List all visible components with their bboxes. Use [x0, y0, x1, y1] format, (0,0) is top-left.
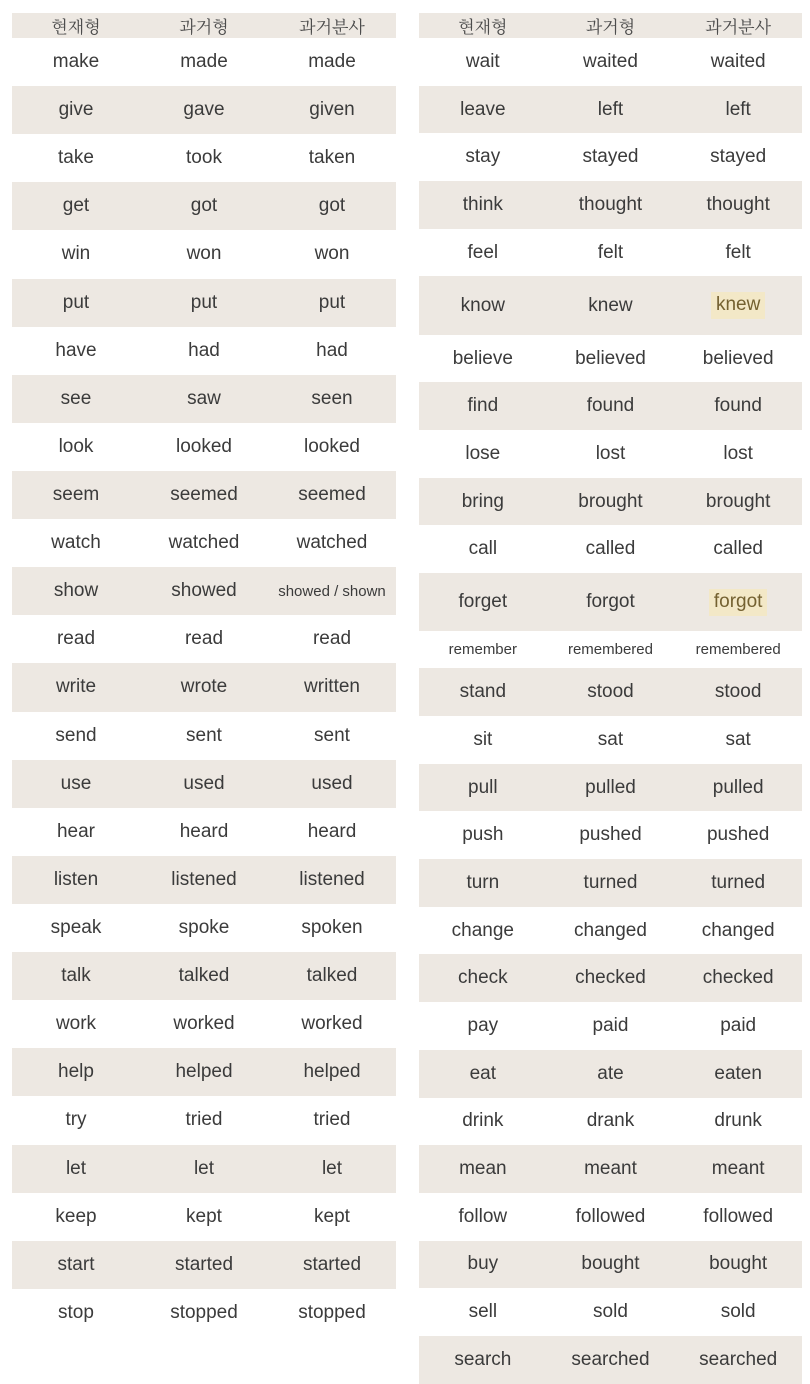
table-row — [419, 335, 802, 383]
verb-cell: left — [674, 86, 802, 134]
verb-cell: changed — [574, 919, 647, 941]
verb-cell: helped — [140, 1048, 268, 1096]
verb-cell: spoken — [301, 917, 363, 939]
table-body — [12, 38, 396, 1337]
verb-cell: showed / shown — [268, 567, 396, 615]
verb-cell: forget — [419, 573, 547, 631]
header-row — [12, 13, 396, 38]
verb-cell: ate — [547, 1050, 675, 1098]
verb-cell: have — [55, 339, 97, 361]
verb-cell: remembered — [567, 641, 653, 659]
table-row — [12, 519, 396, 567]
table-row — [419, 38, 802, 86]
verb-cell — [674, 573, 802, 631]
verb-cell: call — [468, 538, 498, 560]
table-row — [419, 382, 802, 430]
verb-cell: checked — [547, 954, 675, 1002]
verb-cell: let — [140, 1145, 268, 1193]
table-row — [12, 230, 396, 278]
table-row — [419, 133, 802, 181]
verb-cell: worked — [173, 1013, 235, 1035]
header-row — [419, 13, 802, 38]
verb-cell: written — [268, 663, 396, 711]
verb-cell: kept — [186, 1205, 222, 1227]
verb-cell: used — [140, 760, 268, 808]
verb-cell: try — [65, 1109, 87, 1131]
table-row — [12, 86, 396, 134]
verb-cell: stopped — [170, 1301, 238, 1323]
table-row — [12, 1145, 396, 1193]
verb-cell: pay — [467, 1014, 499, 1036]
verb-cell: wrote — [140, 663, 268, 711]
table-row — [12, 375, 396, 423]
table-row — [419, 764, 802, 812]
verb-cell: used — [268, 760, 396, 808]
verb-cell: put — [140, 279, 268, 327]
verb-cell: won — [186, 243, 222, 265]
verb-cell: heard — [307, 820, 357, 842]
table-row — [12, 1241, 396, 1289]
verb-cell: checked — [674, 954, 802, 1002]
column-header: 과거분사 — [268, 13, 396, 38]
table-row — [12, 567, 396, 615]
table-row — [12, 712, 396, 760]
verb-cell: worked — [301, 1013, 363, 1035]
verb-cell: changed — [701, 919, 775, 941]
verb-cell: meant — [674, 1145, 802, 1193]
verb-cell: hear — [56, 820, 96, 842]
verb-cell: see — [12, 375, 140, 423]
verb-cell: got — [268, 182, 396, 230]
verb-cell: talked — [140, 952, 268, 1000]
verb-cell: read — [312, 628, 352, 650]
table-header — [12, 13, 396, 38]
verb-cell: felt — [725, 241, 751, 263]
verb-cell: started — [268, 1241, 396, 1289]
verb-cell: given — [268, 86, 396, 134]
verb-cell: searched — [674, 1336, 802, 1384]
verb-cell: give — [12, 86, 140, 134]
verb-cell: called — [713, 538, 763, 560]
table-row — [12, 327, 396, 375]
table-row — [12, 471, 396, 519]
verb-cell: remembered — [695, 641, 781, 659]
verb-cell: remember — [448, 641, 517, 659]
table-row — [419, 811, 802, 859]
verb-cell: leave — [419, 86, 547, 134]
table-row — [419, 1098, 802, 1146]
table-row — [419, 859, 802, 907]
table-row — [12, 760, 396, 808]
table-row — [419, 478, 802, 526]
verb-cell: showed — [140, 567, 268, 615]
verb-cell: made — [180, 51, 228, 73]
verb-cell: thought — [674, 181, 802, 229]
table-row — [419, 668, 802, 716]
verb-cell: watched — [168, 532, 240, 554]
verb-cell: look — [58, 435, 94, 457]
table-row — [419, 181, 802, 229]
verb-cell: lose — [465, 442, 501, 464]
verb-cell: looked — [176, 435, 232, 457]
verb-cell: sold — [593, 1301, 628, 1323]
verb-cell: spoke — [178, 917, 230, 939]
verb-cell: won — [314, 243, 350, 265]
verb-cell: pushed — [706, 824, 770, 846]
table-row — [419, 1336, 802, 1384]
table-row — [12, 182, 396, 230]
verb-cell: believe — [452, 347, 513, 369]
verb-cell: waited — [583, 50, 638, 72]
verb-cell: listen — [12, 856, 140, 904]
verb-cell: gave — [140, 86, 268, 134]
verb-cell: made — [308, 51, 356, 73]
verb-cell: followed — [575, 1205, 646, 1227]
verb-cell: work — [55, 1013, 97, 1035]
verb-cell: left — [547, 86, 675, 134]
verb-cell: took — [186, 147, 222, 169]
verb-cell: followed — [703, 1205, 774, 1227]
verb-cell: sell — [468, 1301, 498, 1323]
verb-cell: seemed — [140, 471, 268, 519]
verb-cell: eaten — [674, 1050, 802, 1098]
verb-cell: pull — [419, 764, 547, 812]
table-row — [12, 1096, 396, 1144]
table-row — [12, 38, 396, 86]
verb-cell: speak — [50, 917, 102, 939]
verb-cell: wait — [465, 50, 500, 72]
verb-cell: eat — [419, 1050, 547, 1098]
verb-cell: searched — [547, 1336, 675, 1384]
verb-cell: heard — [179, 820, 229, 842]
verb-table-left — [12, 13, 396, 1337]
verb-cell: waited — [710, 50, 766, 72]
verb-cell: turned — [547, 859, 675, 907]
verb-cell: pulled — [547, 764, 675, 812]
verb-cell: had — [188, 339, 220, 361]
verb-cell: let — [12, 1145, 140, 1193]
verb-cell: follow — [458, 1205, 508, 1227]
table-row — [419, 525, 802, 573]
verb-cell: search — [419, 1336, 547, 1384]
verb-cell: buy — [419, 1241, 547, 1289]
verb-cell: knew — [547, 276, 675, 334]
verb-cell: listened — [140, 856, 268, 904]
table-row — [12, 134, 396, 182]
verb-cell: sat — [725, 728, 751, 750]
verb-cell: brought — [674, 478, 802, 526]
verb-cell: sit — [473, 728, 493, 750]
table-row — [12, 808, 396, 856]
verb-cell: stay — [465, 146, 501, 168]
verb-cell: read — [56, 628, 96, 650]
verb-cell: lost — [595, 442, 626, 464]
verb-cell: mean — [419, 1145, 547, 1193]
table-row — [419, 1050, 802, 1098]
verb-cell: got — [140, 182, 268, 230]
table-row — [419, 1145, 802, 1193]
table-row — [419, 430, 802, 478]
verb-cell: had — [316, 339, 348, 361]
verb-cell: meant — [547, 1145, 675, 1193]
verb-cell: brought — [547, 478, 675, 526]
verb-cell: sat — [597, 728, 624, 750]
verb-cell: saw — [140, 375, 268, 423]
verb-cell: start — [12, 1241, 140, 1289]
verb-cell: turn — [419, 859, 547, 907]
table-row — [12, 952, 396, 1000]
table-row — [419, 229, 802, 277]
table-row — [12, 1048, 396, 1096]
table-row — [12, 856, 396, 904]
verb-cell: watched — [296, 532, 368, 554]
verb-cell: drank — [586, 1110, 635, 1132]
verb-cell: push — [462, 824, 504, 846]
verb-table-right — [419, 13, 802, 1384]
verb-cell: send — [55, 724, 97, 746]
verb-cell: put — [12, 279, 140, 327]
verb-cell: stayed — [710, 146, 767, 168]
table-row — [419, 1241, 802, 1289]
verb-cell: looked — [304, 435, 360, 457]
table-row — [419, 907, 802, 955]
verb-cell: talk — [12, 952, 140, 1000]
verb-cell: seem — [12, 471, 140, 519]
verb-cell: sold — [720, 1301, 756, 1323]
verb-cell: stood — [674, 668, 802, 716]
column-header: 과거분사 — [674, 13, 802, 38]
verb-cell: let — [268, 1145, 396, 1193]
table-row — [419, 631, 802, 668]
verb-cell: seen — [268, 375, 396, 423]
column-header: 과거형 — [547, 13, 675, 38]
table-row — [12, 1000, 396, 1048]
verb-cell: change — [451, 919, 514, 941]
table-row — [12, 663, 396, 711]
table-row — [419, 1002, 802, 1050]
verb-cell: thought — [547, 181, 675, 229]
verb-cell: listened — [268, 856, 396, 904]
verb-cell: get — [12, 182, 140, 230]
verb-cell: stood — [547, 668, 675, 716]
verb-cell: bought — [674, 1241, 802, 1289]
table-row — [419, 716, 802, 764]
verb-cell: started — [140, 1241, 268, 1289]
verb-cell: helped — [268, 1048, 396, 1096]
verb-cell: stop — [58, 1301, 94, 1323]
table-row — [12, 615, 396, 663]
verb-cell: check — [419, 954, 547, 1002]
verb-cell: feel — [467, 241, 499, 263]
verb-cell: use — [12, 760, 140, 808]
verb-cell: pulled — [674, 764, 802, 812]
table-row — [12, 1193, 396, 1241]
verb-cell: felt — [597, 241, 624, 263]
verb-cell: read — [184, 628, 224, 650]
column-header: 현재형 — [419, 13, 547, 38]
verb-cell: know — [419, 276, 547, 334]
verb-cell: watch — [51, 532, 101, 554]
verb-cell: drink — [462, 1110, 504, 1132]
verb-cell: taken — [308, 147, 356, 169]
table-row — [12, 423, 396, 471]
verb-cell: bring — [419, 478, 547, 526]
verb-cell: tried — [185, 1109, 223, 1131]
verb-cell: believed — [575, 347, 646, 369]
verb-cell: turned — [674, 859, 802, 907]
verb-cell: paid — [592, 1014, 629, 1036]
verb-cell: drunk — [714, 1110, 762, 1132]
verb-cell: win — [61, 243, 91, 265]
verb-cell: make — [52, 51, 100, 73]
verb-cell: sent — [186, 724, 222, 746]
verb-cell: keep — [55, 1205, 97, 1227]
verb-cell — [674, 276, 802, 334]
table-body — [419, 38, 802, 1384]
verb-cell: forgot — [547, 573, 675, 631]
table-row — [419, 1193, 802, 1241]
table-row — [12, 904, 396, 952]
verb-cell: found — [674, 382, 802, 430]
verb-cell: take — [58, 147, 94, 169]
table-row — [419, 86, 802, 134]
verb-cell: called — [585, 538, 636, 560]
verb-cell: paid — [720, 1014, 757, 1036]
verb-cell: put — [268, 279, 396, 327]
verb-cell: found — [547, 382, 675, 430]
highlighted-verb: knew — [711, 292, 765, 319]
verb-cell: think — [419, 181, 547, 229]
verb-cell: help — [12, 1048, 140, 1096]
verb-cell: stayed — [582, 146, 639, 168]
table-header — [419, 13, 802, 38]
verb-cell: talked — [268, 952, 396, 1000]
verb-cell: bought — [547, 1241, 675, 1289]
table-row — [12, 1289, 396, 1337]
verb-cell: write — [12, 663, 140, 711]
table-row — [12, 279, 396, 327]
verb-cell: sent — [314, 724, 350, 746]
table-row — [419, 954, 802, 1002]
verb-cell: seemed — [268, 471, 396, 519]
verb-cell: stand — [419, 668, 547, 716]
verb-cell: believed — [702, 347, 774, 369]
verb-cell: pushed — [579, 824, 642, 846]
verb-cell: find — [419, 382, 547, 430]
verb-cell: lost — [723, 442, 753, 464]
verb-cell: stopped — [298, 1301, 366, 1323]
highlighted-verb: forgot — [709, 589, 768, 616]
verb-cell: show — [12, 567, 140, 615]
column-header: 과거형 — [140, 13, 268, 38]
column-header: 현재형 — [12, 13, 140, 38]
table-row — [419, 1288, 802, 1336]
table-row — [419, 573, 802, 631]
verb-cell: kept — [314, 1205, 350, 1227]
table-row — [419, 276, 802, 334]
verb-cell: tried — [313, 1109, 351, 1131]
